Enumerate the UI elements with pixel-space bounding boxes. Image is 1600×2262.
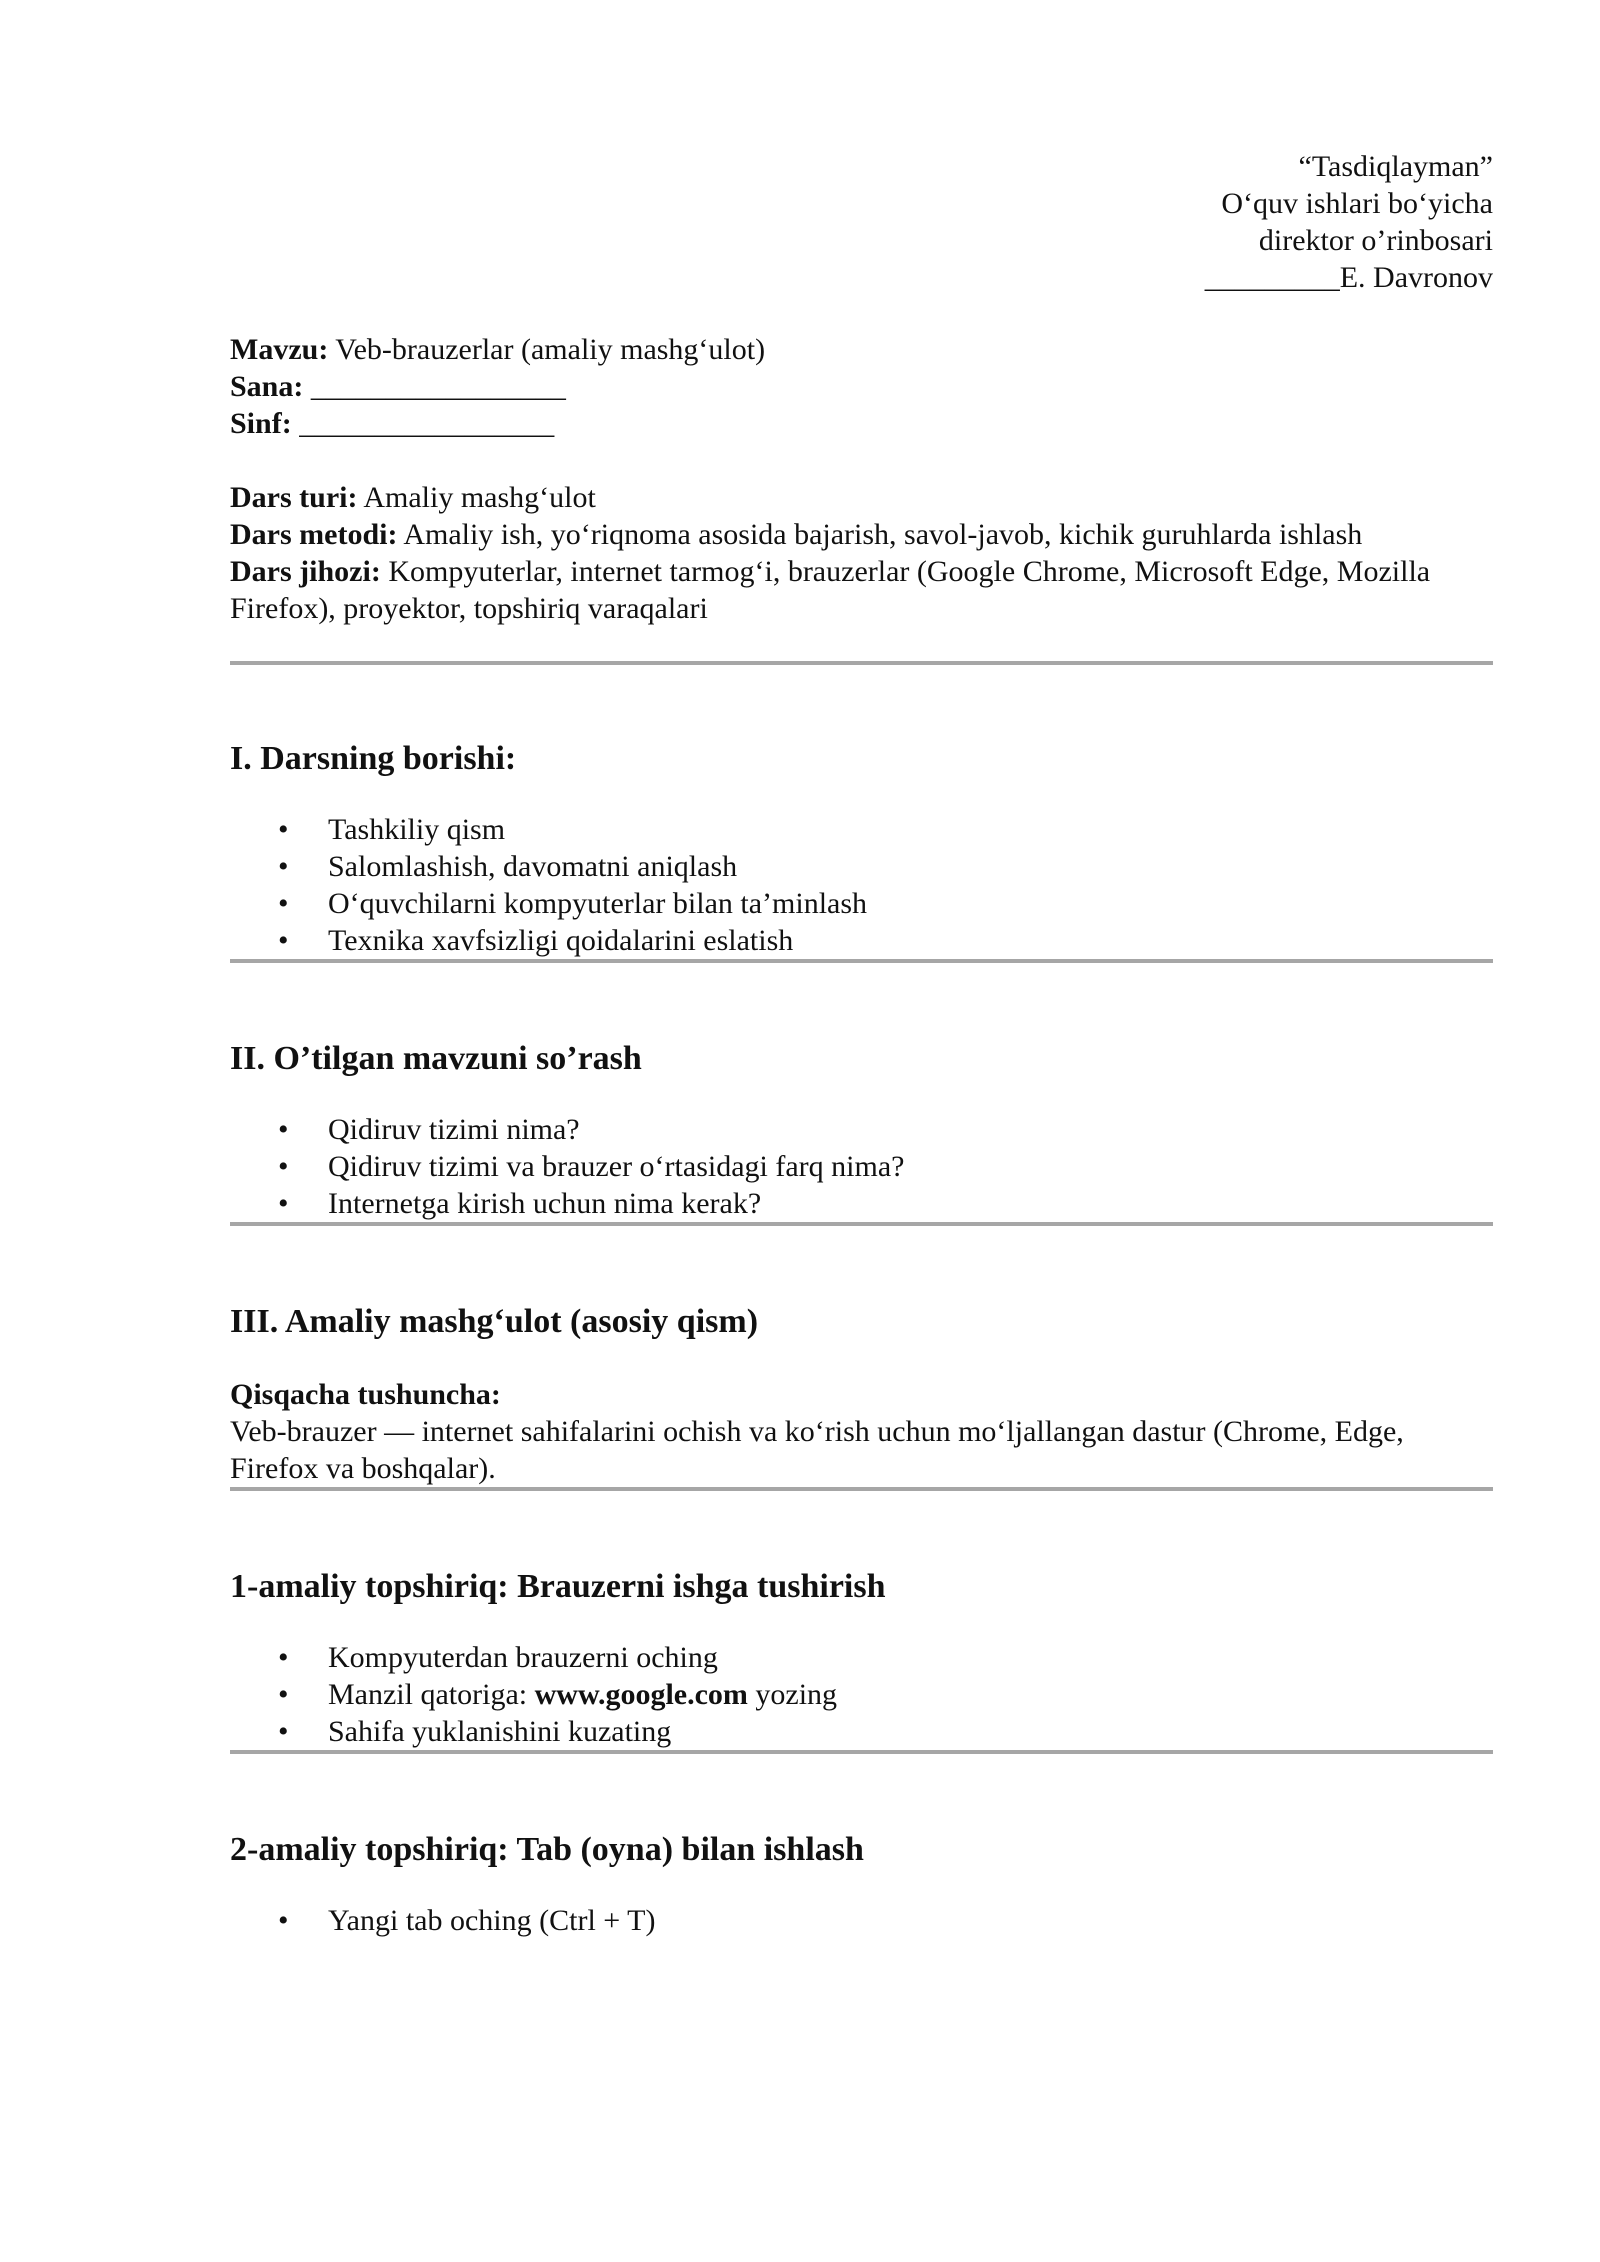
method-label: Dars metodi: — [230, 518, 398, 551]
list-item: • Internetga kirish uchun nima kerak? — [328, 1185, 1493, 1222]
list-item: • Qidiruv tizimi va brauzer o‘rtasidagi farq nima? — [328, 1148, 1493, 1185]
lesson-meta — [230, 331, 1493, 627]
section-title-practice: III. Amaliy mashg‘ulot (asosiy qism) — [230, 1303, 759, 1340]
list-item: • Sahifa yuklanishini kuzating — [328, 1713, 1493, 1750]
task-1-list — [230, 1639, 1493, 1750]
signature-name: E. Davronov — [1339, 261, 1493, 294]
list-item: • Qidiruv tizimi nima? — [328, 1111, 1493, 1148]
class-value: _________________ — [291, 407, 555, 440]
concept-subtitle: Qisqacha tushuncha: — [230, 1378, 501, 1411]
date-value: _________________ — [303, 370, 566, 403]
list-item: • Tashkiliy qism — [328, 811, 1493, 848]
list-item — [328, 1676, 1493, 1713]
type-value: Amaliy mashg‘ulot — [357, 481, 596, 514]
address-suffix: yozing — [747, 1678, 838, 1711]
date-line — [230, 368, 1493, 405]
approval-block — [230, 148, 1493, 296]
section-title-review: II. O’tilgan mavzuni so’rash — [230, 1040, 642, 1077]
list-item: • Texnika xavfsizligi qoidalarini eslatish — [328, 922, 1493, 959]
divider — [230, 1750, 1493, 1754]
list-item: • O‘quvchilarni kompyuterlar bilan ta’minlash — [328, 885, 1493, 922]
type-line — [230, 479, 1493, 516]
class-label: Sinf: — [230, 407, 292, 440]
equipment-label: Dars jihozi: — [230, 555, 381, 588]
course-list — [230, 811, 1493, 959]
type-label: Dars turi: — [230, 481, 358, 514]
address-prefix: Manzil qatoriga: — [328, 1678, 535, 1711]
topic-value: Veb-brauzerlar (amaliy mashg‘ulot) — [328, 333, 766, 366]
approval-position: direktor o’rinbosari — [1258, 224, 1493, 257]
signature-blank: _________ — [1204, 261, 1340, 294]
date-label: Sana: — [230, 370, 304, 403]
method-value: Amaliy ish, yo‘riqnoma asosida bajarish, savol-javob, kichik guruhlarda ishlash — [397, 518, 1363, 551]
list-item: • Salomlashish, davomatni aniqlash — [328, 848, 1493, 885]
approval-title: “Tasdiqlayman” — [1298, 150, 1493, 183]
list-item: • Kompyuterdan brauzerni oching — [328, 1639, 1493, 1676]
divider — [230, 959, 1493, 963]
task-1-title: 1-amaliy topshiriq: Brauzerni ishga tushirish — [230, 1568, 886, 1605]
address-url: www.google.com — [534, 1678, 748, 1711]
equipment-line — [230, 553, 1493, 627]
method-line — [230, 516, 1493, 553]
concept-text: Veb-brauzer — internet sahifalarini ochish va ko‘rish uchun mo‘ljallangan dastur (Chrome, Edge, Firefox va boshqalar). — [230, 1415, 1404, 1485]
review-list — [230, 1111, 1493, 1222]
class-line — [230, 405, 1493, 442]
topic-label: Mavzu: — [230, 333, 329, 366]
topic-line — [230, 331, 1493, 368]
document-page — [230, 148, 1493, 1939]
equipment-value: Kompyuterlar, internet tarmog‘i, brauzerlar (Google Chrome, Microsoft Edge, Mozilla Firefox), proyektor, topshiriq varaqalari — [230, 555, 1431, 625]
divider — [230, 1222, 1493, 1226]
task-2-title: 2-amaliy topshiriq: Tab (oyna) bilan ishlash — [230, 1831, 864, 1868]
task-2-list — [230, 1902, 1493, 1939]
approval-line: O‘quv ishlari bo‘yicha — [1221, 187, 1493, 220]
list-item: • Yangi tab oching (Ctrl + T) — [328, 1902, 1493, 1939]
section-title-course: I. Darsning borishi: — [230, 740, 517, 777]
divider — [230, 661, 1493, 665]
approval-signature — [230, 259, 1493, 296]
divider — [230, 1487, 1493, 1491]
